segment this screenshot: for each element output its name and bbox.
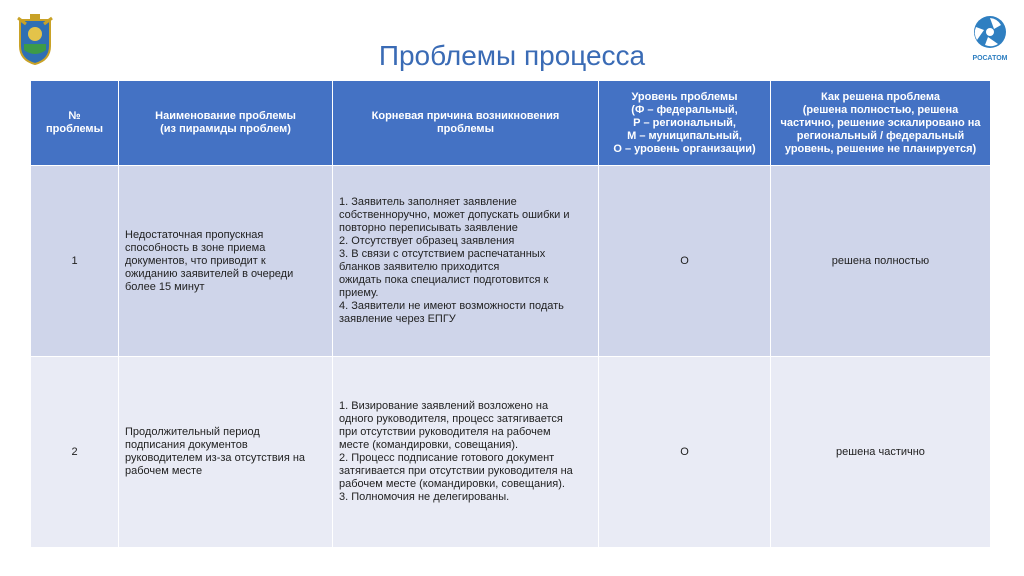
cell-root-cause: 1. Заявитель заполняет заявление собственноручно, может допускать ошибки и повторно переписывать заявление 2. Отсутствует образец заявления 3. В связи с отсутствием распечатанных бланков заявителю приходится ожидать пока специалист подготовится к приему. 4. Заявители не имеют возможности подать заявление через ЕПГУ [333, 166, 599, 357]
cell-problem-name: Продолжительный период подписания документов руководителем из-за отсутствия на рабочем месте [119, 357, 333, 548]
problems-table [30, 80, 991, 548]
page-title: Проблемы процесса [378, 40, 646, 71]
logo-text: РОСАТОМ [972, 55, 1008, 62]
cell-resolution: решена частично [771, 357, 991, 548]
table-header-row [31, 81, 991, 166]
cell-resolution: решена полностью [771, 166, 991, 357]
table-row [31, 357, 991, 548]
table-row [31, 166, 991, 357]
cell-number: 2 [31, 357, 119, 548]
header-problem-level: Уровень проблемы (Ф – федеральный, Р – региональный, М – муниципальный, О – уровень организации) [599, 81, 771, 166]
cell-problem-level: О [599, 357, 771, 548]
cell-problem-name: Недостаточная пропускная способность в зоне приема документов, что приводит к ожиданию заявителей в очереди более 15 минут [119, 166, 333, 357]
header-resolution: Как решена проблема (решена полностью, решена частично, решение эскалировано на региональный / федеральный уровень, решение не планируется) [771, 81, 991, 166]
header-problem-name: Наименование проблемы (из пирамиды проблем) [119, 81, 333, 166]
cell-root-cause: 1. Визирование заявлений возложено на одного руководителя, процесс затягивается при отсутствии руководителя на рабочем месте (командировки, совещания). 2. Процесс подписание готового документ затягивается при отсутствии руководителя на рабочем месте (командировки, совещания). 3. Полномочия не делегированы. [333, 357, 599, 548]
header-root-cause: Корневая причина возникновения проблемы [333, 81, 599, 166]
cell-number: 1 [31, 166, 119, 357]
header-number: № проблемы [31, 81, 119, 166]
cell-problem-level: О [599, 166, 771, 357]
